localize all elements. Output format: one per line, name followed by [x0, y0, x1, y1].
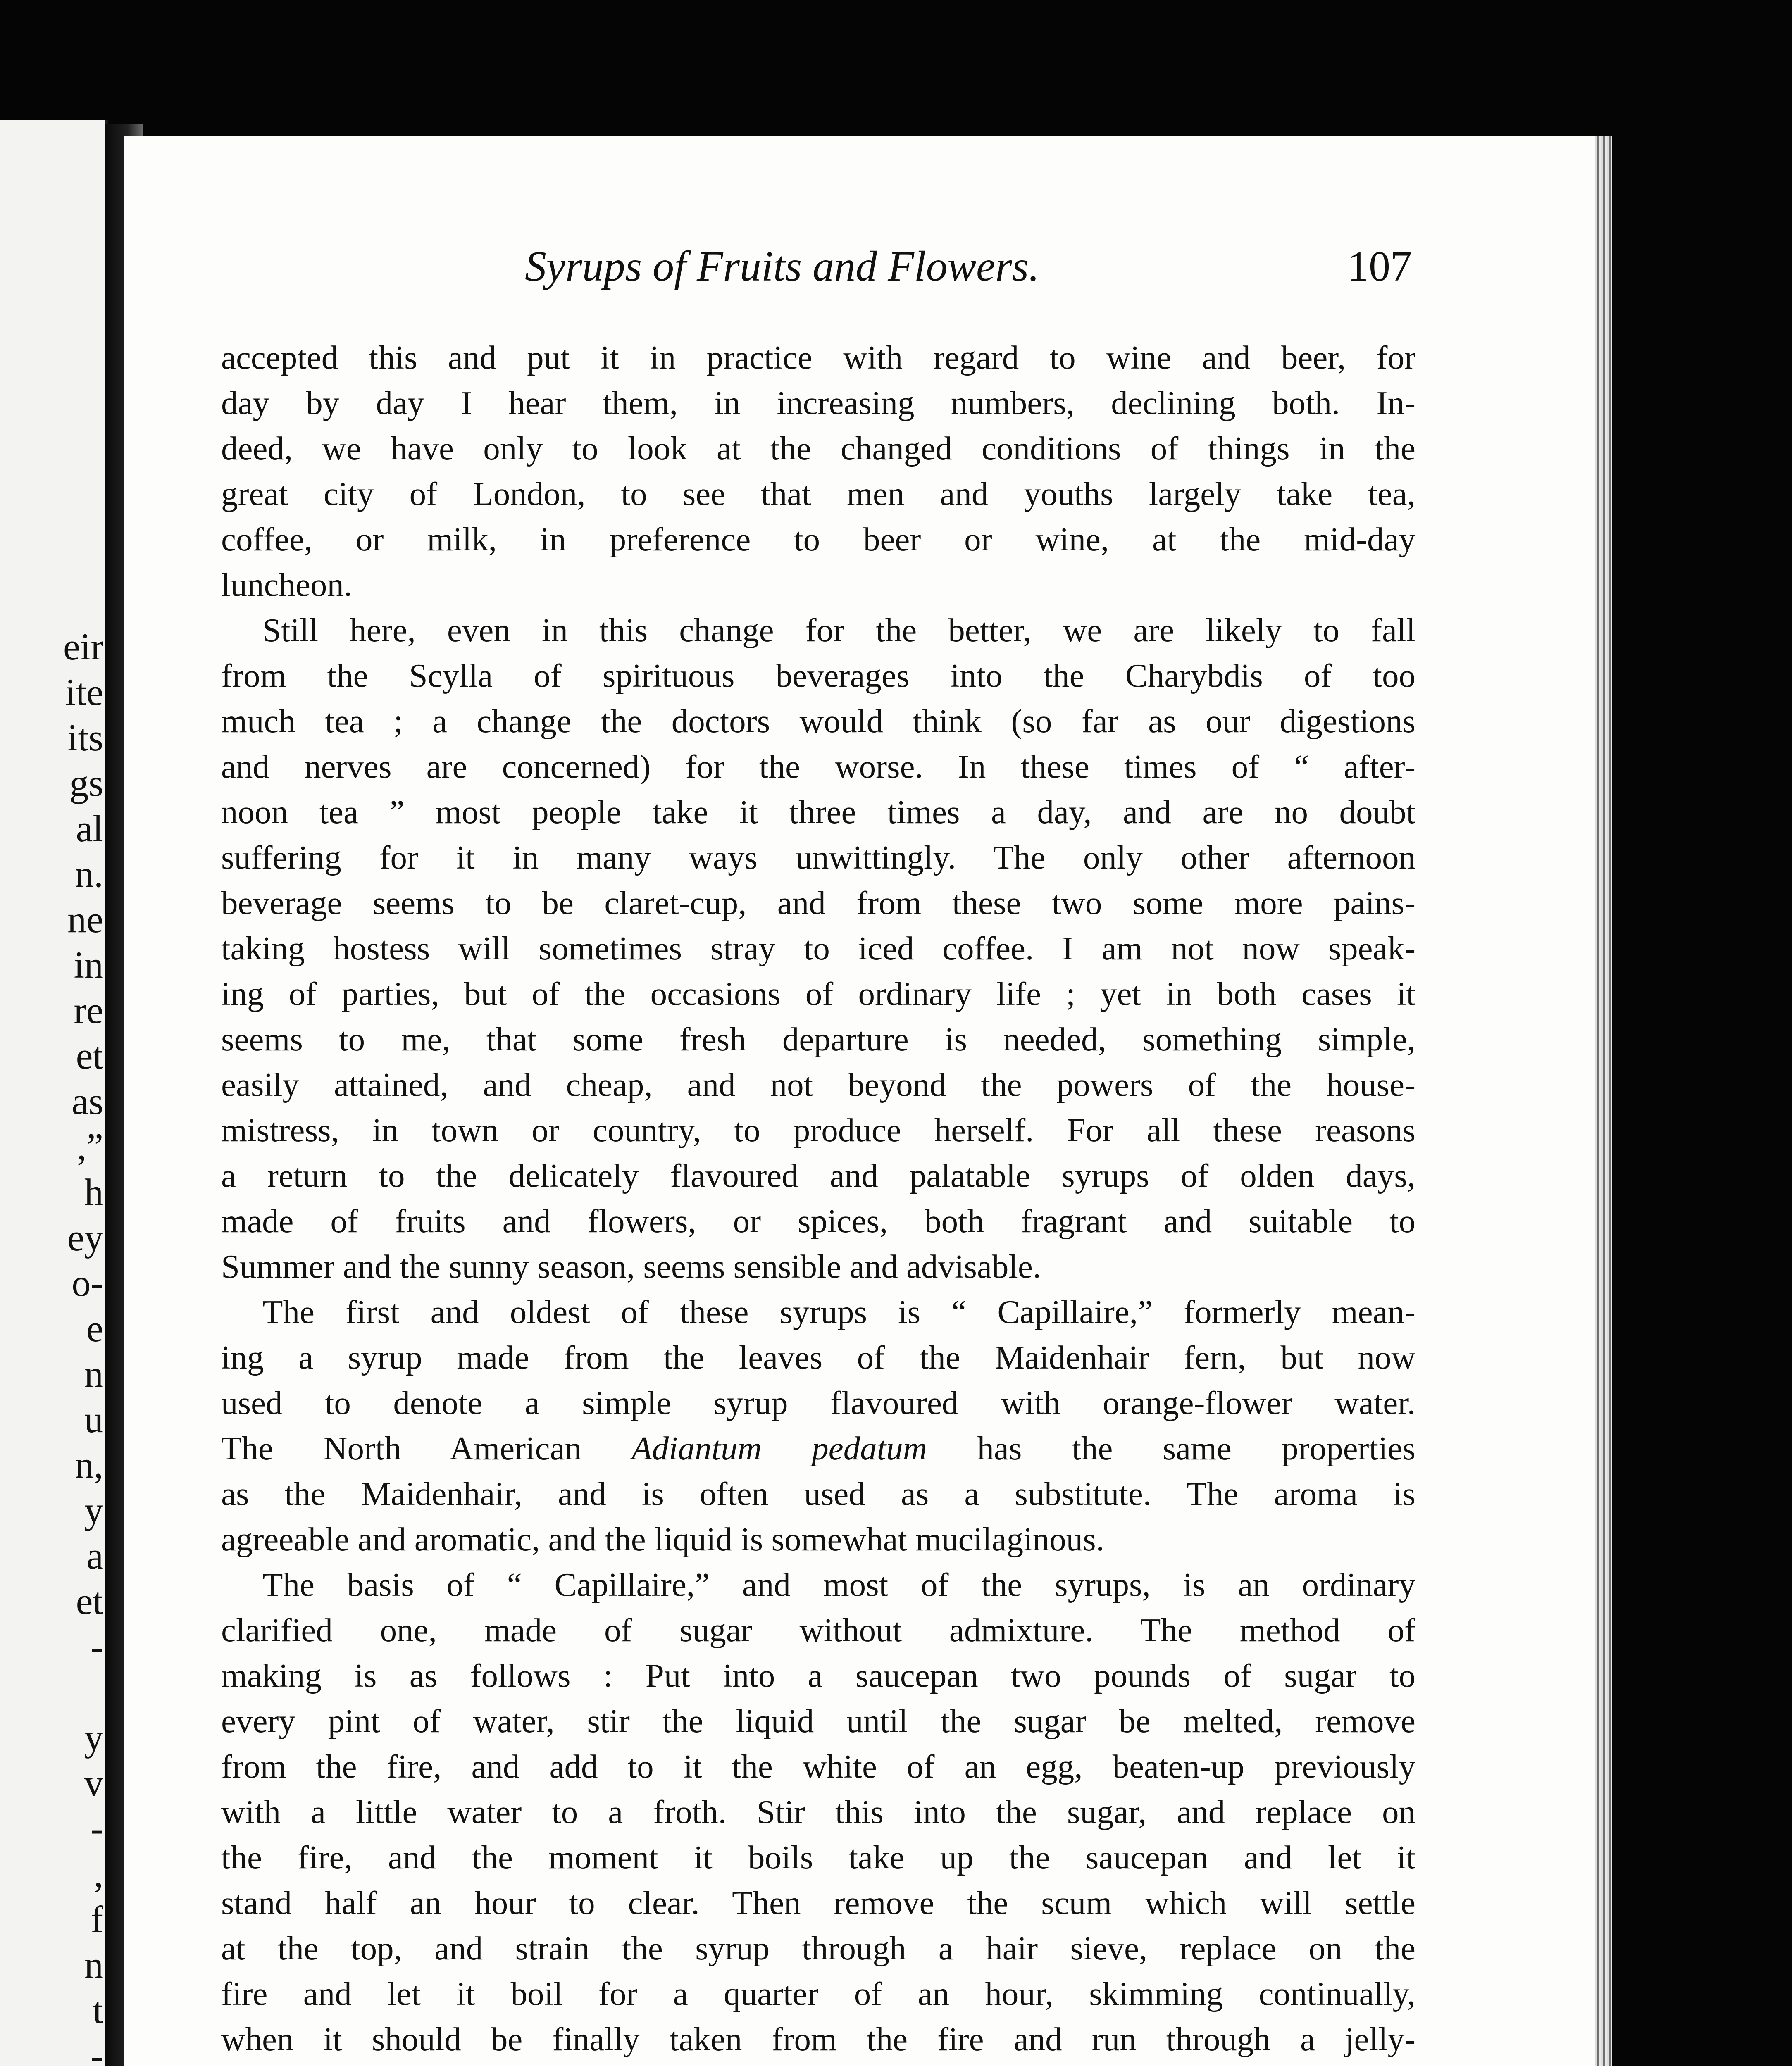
- text-line: ing a syrup made from the leaves of the Maidenhair fern, but now: [221, 1339, 1415, 1376]
- page-edges: [1595, 136, 1612, 2066]
- fragment-line: in: [74, 944, 103, 986]
- text-line: much tea ; a change the doctors would think (so far as our digestions: [221, 702, 1415, 740]
- fragment-line: -: [91, 1807, 103, 1849]
- text-line: Still here, even in this change for the better, we are likely to fall: [262, 612, 1415, 649]
- text-line: a return to the delicately flavoured and palatable syrups of olden days,: [221, 1157, 1415, 1194]
- text-line: noon tea ” most people take it three times a day, and are no doubt: [221, 793, 1415, 831]
- fragment-line: -: [91, 2035, 103, 2066]
- text-line: The first and oldest of these syrups is “ Capillaire,” formerly mean-: [262, 1293, 1415, 1331]
- fragment-line: et: [76, 1035, 103, 1077]
- running-head: Syrups of Fruits and Flowers.: [525, 243, 1040, 290]
- text-line: making is as follows : Put into a saucepan two pounds of sugar to: [221, 1657, 1415, 1694]
- fragment-line: u: [84, 1398, 103, 1440]
- text-line: The basis of “ Capillaire,” and most of the syrups, is an ordinary: [262, 1566, 1415, 1603]
- text-line: Summer and the sunny season, seems sensible and advisable.: [221, 1248, 1041, 1285]
- fragment-line: o-: [71, 1262, 103, 1304]
- text-line: taking hostess will sometimes stray to iced coffee. I am not now speak-: [221, 930, 1415, 967]
- text-line: fire and let it boil for a quarter of an hour, skimming continually,: [221, 1975, 1415, 2012]
- text-line: day by day I hear them, in increasing numbers, declining both. In-: [221, 384, 1415, 421]
- fragment-line: [0, 1669, 103, 1715]
- body-text: [221, 335, 1415, 2066]
- text-line: [221, 2062, 1415, 2066]
- left-page-text-fragments: [0, 624, 103, 2066]
- fragment-line: a: [86, 1535, 103, 1577]
- text-line: luncheon.: [221, 566, 353, 603]
- text-line: made of fruits and flowers, or spices, both fragrant and suitable to: [221, 1202, 1415, 1240]
- left-facing-page: [0, 120, 108, 2066]
- fragment-line: t: [93, 1989, 103, 2031]
- text-line: accepted this and put it in practice with regard to wine and beer, for: [221, 339, 1415, 376]
- text-line: coffee, or milk, in preference to beer or wine, at the mid-day: [221, 521, 1415, 558]
- text-line: from the fire, and add to it the white of an egg, beaten-up previously: [221, 1748, 1415, 1785]
- fragment-line: re: [74, 989, 103, 1031]
- text-line: at the top, and strain the syrup through a hair sieve, replace on the: [221, 1930, 1415, 1967]
- text-line: mistress, in town or country, to produce herself. For all these reasons: [221, 1112, 1415, 1149]
- page-number: 107: [1347, 243, 1412, 290]
- text-line: from the Scylla of spirituous beverages into the Charybdis of too: [221, 657, 1415, 694]
- text-line: clarified one, made of sugar without admixture. The method of: [221, 1611, 1415, 1649]
- text-line: every pint of water, stir the liquid until the sugar be melted, remove: [221, 1702, 1415, 1740]
- fragment-line: n: [84, 1944, 103, 1986]
- text-line: suffering for it in many ways unwittingly. The only other afternoon: [221, 839, 1415, 876]
- fragment-line: as: [71, 1080, 103, 1122]
- fragment-line: n,: [75, 1444, 103, 1486]
- text-line: seems to me, that some fresh departure is needed, something simple,: [221, 1021, 1415, 1058]
- fragment-line: ,: [94, 1853, 103, 1895]
- text-line: ing of parties, but of the occasions of ordinary life ; yet in both cases it: [221, 975, 1415, 1012]
- fragment-line: ,”: [77, 1126, 103, 1168]
- text-line: when it should be finally taken from the fire and run through a jelly-: [221, 2021, 1415, 2058]
- text-line: used to denote a simple syrup flavoured with orange-flower water.: [221, 1384, 1415, 1421]
- fragment-line: eir: [63, 626, 103, 668]
- species-name: Adiantum pedatum: [631, 1430, 927, 1467]
- fragment-line: v: [84, 1762, 103, 1804]
- text-line: agreeable and aromatic, and the liquid is somewhat mucilaginous.: [221, 1521, 1104, 1558]
- text-line: deed, we have only to look at the changed conditions of things in the: [221, 430, 1415, 467]
- fragment-line: e: [86, 1307, 103, 1350]
- fragment-line: ey: [67, 1216, 103, 1259]
- fragment-line: f: [91, 1898, 103, 1940]
- text-line: the fire, and the moment it boils take up the saucepan and let it: [221, 1839, 1415, 1876]
- fragment-line: its: [67, 716, 103, 759]
- fragment-line: et: [76, 1580, 103, 1622]
- fragment-line: n.: [75, 853, 103, 895]
- fragment-line: ne: [67, 898, 103, 940]
- fragment-line: y: [84, 1489, 103, 1531]
- text-line: as the Maidenhair, and is often used as a substitute. The aroma is: [221, 1475, 1415, 1512]
- fragment-line: n: [84, 1353, 103, 1395]
- text-line: great city of London, to see that men and youths largely take tea,: [221, 475, 1415, 512]
- fragment-line: y: [84, 1716, 103, 1759]
- fragment-line: h: [84, 1171, 103, 1213]
- text-line: with a little water to a froth. Stir this into the sugar, and replace on: [221, 1793, 1415, 1830]
- fragment-line: al: [76, 807, 103, 850]
- text-line: beverage seems to be claret-cup, and from these two some more pains-: [221, 884, 1415, 921]
- fragment-line: -: [91, 1626, 103, 1668]
- text-line: and nerves are concerned) for the worse. In these times of “ after-: [221, 748, 1415, 785]
- fragment-line: ite: [65, 671, 103, 713]
- text-line: The North American Adiantum pedatum has the same properties: [221, 1430, 1415, 1467]
- fragment-line: gs: [69, 762, 103, 804]
- text-line: stand half an hour to clear. Then remove the scum which will settle: [221, 1884, 1415, 1921]
- text-line: easily attained, and cheap, and not beyond the powers of the house-: [221, 1066, 1415, 1103]
